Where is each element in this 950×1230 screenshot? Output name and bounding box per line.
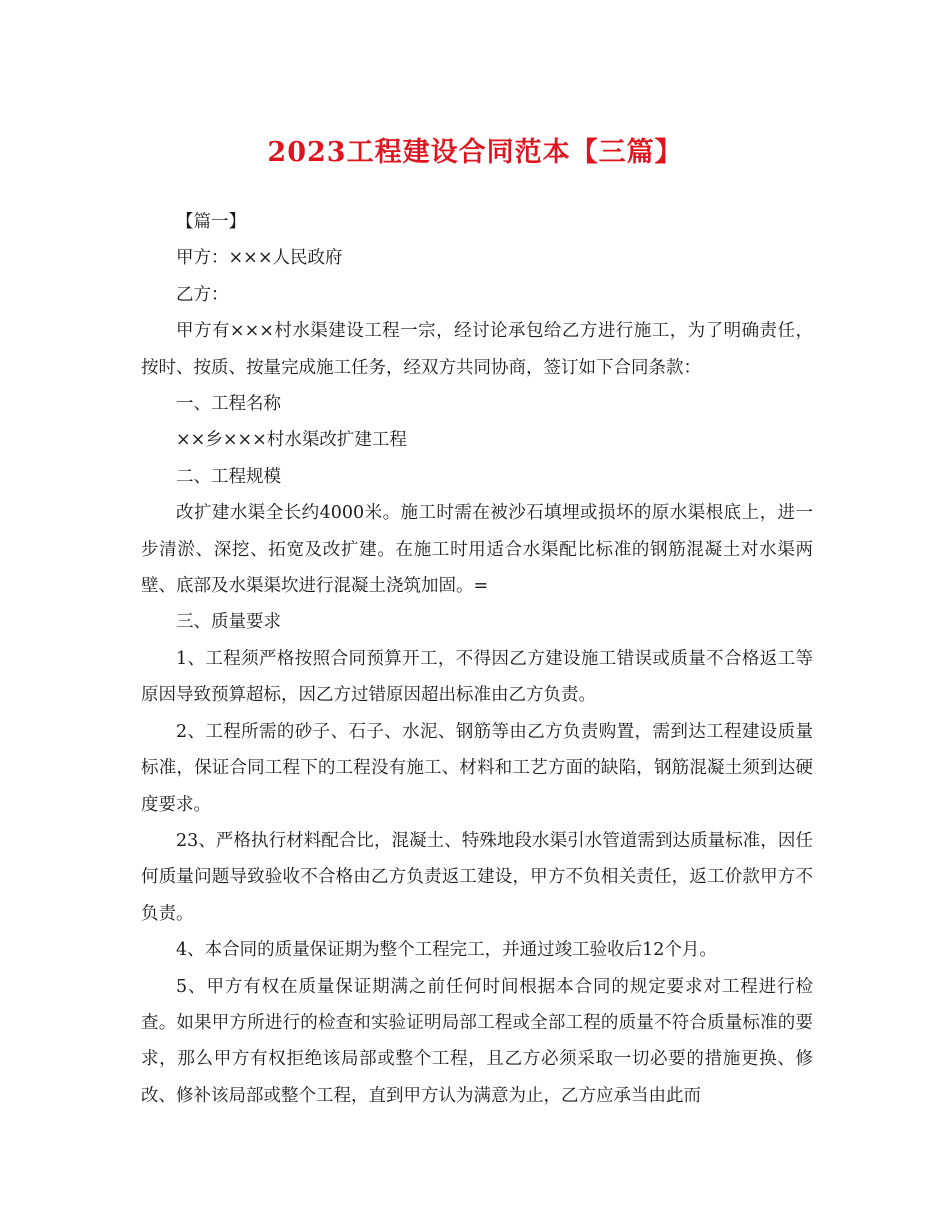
heading-project-scale: 二、工程规模 xyxy=(176,466,281,487)
paragraph-quality-3: 23、严格执行材料配合比，混凝土、特殊地段水渠引水管道需到达质量标准，因任何质量问题导致验收不合格由乙方负责返工建设，甲方不负相关责任，返工价款甲方不负责。 xyxy=(141,830,813,924)
paragraph-party-a: 甲方：×××人民政府 xyxy=(176,248,343,269)
paragraph-party-b: 乙方： xyxy=(176,284,229,305)
paragraph-project-name: ××乡×××村水渠改扩建工程 xyxy=(176,430,407,451)
paragraph-quality-5: 5、甲方有权在质量保证期满之前任何时间根据本合同的规定要求对工程进行检查。如果甲方所进行的检查和实验证明局部工程或全部工程的质量不符合质量标准的要求，那么甲方有权拒绝该局部或整个工程，且乙方必须采取一切必要的措施更换、修改、修补该局部或整个工程，直到甲方认为满意为止，乙方应承当由此而 xyxy=(141,976,813,1106)
paragraph-intro: 甲方有×××村水渠建设工程一宗，经讨论承包给乙方进行施工，为了明确责任，按时、按质、按量完成施工任务，经双方共同协商，签订如下合同条款： xyxy=(141,321,813,378)
paragraph-quality-2: 2、工程所需的砂子、石子、水泥、钢筋等由乙方负责购置，需到达工程建设质量标准，保证合同工程下的工程没有施工、材料和工艺方面的缺陷，钢筋混凝土须到达硬度要求。 xyxy=(141,721,813,815)
heading-project-name: 一、工程名称 xyxy=(176,394,281,415)
document-body xyxy=(141,204,813,1114)
paragraph-project-scale: 改扩建水渠全长约4000米。施工时需在被沙石填埋或损坏的原水渠根底上，进一步清淤、深挖、拓宽及改扩建。在施工时用适合水渠配比标准的钢筋混凝土对水渠两壁、底部及水渠渠坎进行混凝土浇筑加固。= xyxy=(141,503,813,597)
heading-quality: 三、质量要求 xyxy=(176,612,281,633)
paragraph-quality-4: 4、本合同的质量保证期为整个工程完工，并通过竣工验收后12个月。 xyxy=(176,940,717,961)
paragraph-quality-1: 1、工程须严格按照合同预算开工，不得因乙方建设施工错误或质量不合格返工等原因导致预算超标，因乙方过错原因超出标准由乙方负责。 xyxy=(141,648,813,706)
paragraph-section-label: 【篇一】 xyxy=(176,212,246,232)
document-title: 2023工程建设合同范本【三篇】 xyxy=(267,137,683,168)
